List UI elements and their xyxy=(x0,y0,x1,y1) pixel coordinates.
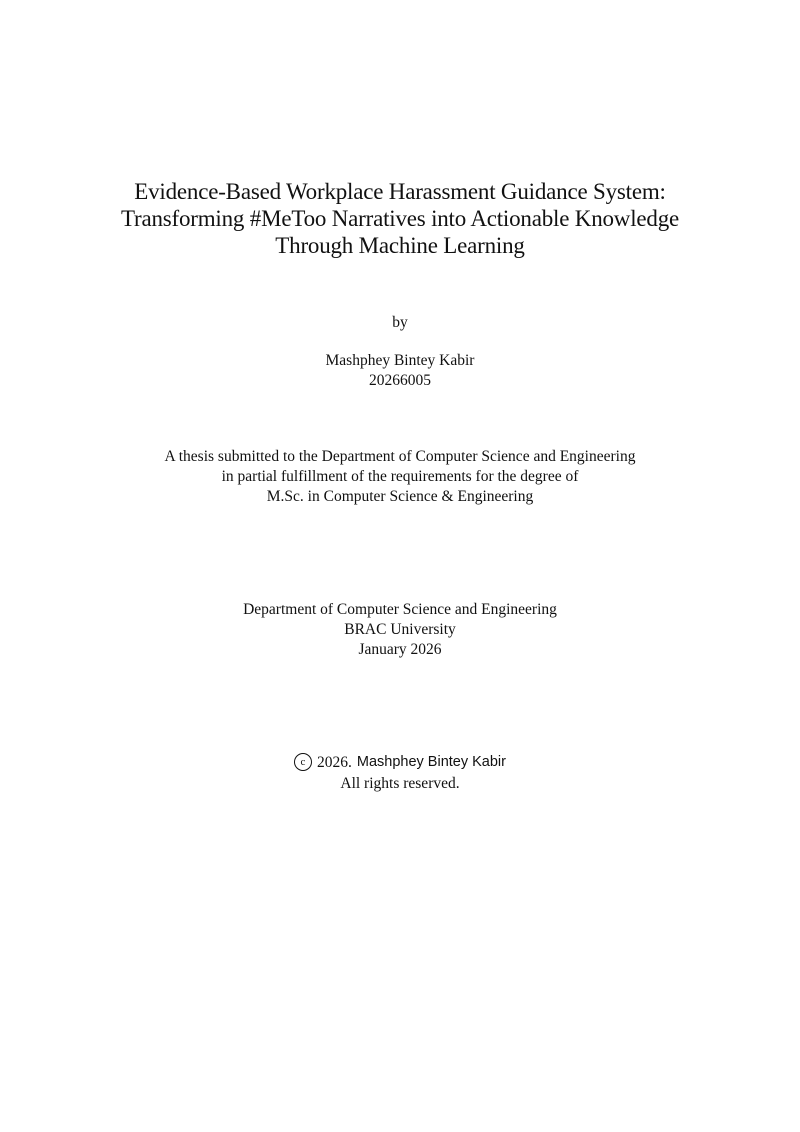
statement-line-1: A thesis submitted to the Department of Computer Science and Engineering xyxy=(164,448,636,465)
thesis-title-line-1: Evidence-Based Workplace Harassment Guidance System: xyxy=(134,179,666,204)
statement-line-2: in partial fulfillment of the requirements for the degree of xyxy=(221,468,579,485)
copyright-icon: c xyxy=(294,753,312,771)
rights-reserved: All rights reserved. xyxy=(340,774,460,792)
department-name: Department of Computer Science and Engineering xyxy=(243,601,557,618)
by-label: by xyxy=(392,314,408,331)
copyright-line xyxy=(294,752,506,773)
thesis-title xyxy=(0,178,800,259)
copyright-holder: Mashphey Bintey Kabir xyxy=(356,753,506,770)
statement-line-3: M.Sc. in Computer Science & Engineering xyxy=(266,488,534,505)
university-name: BRAC University xyxy=(344,621,456,638)
thesis-title-line-2: Transforming #MeToo Narratives into Actionable Knowledge xyxy=(120,206,680,231)
copyright-year: 2026. xyxy=(317,753,352,771)
copyright-block xyxy=(0,750,800,794)
submission-date: January 2026 xyxy=(358,641,442,658)
submission-statement xyxy=(0,447,800,507)
author-name: Mashphey Bintey Kabir xyxy=(325,352,475,369)
department-block xyxy=(0,600,800,660)
student-id: 20266005 xyxy=(369,372,431,389)
author-block xyxy=(0,351,800,391)
thesis-title-line-3: Through Machine Learning xyxy=(275,233,525,258)
